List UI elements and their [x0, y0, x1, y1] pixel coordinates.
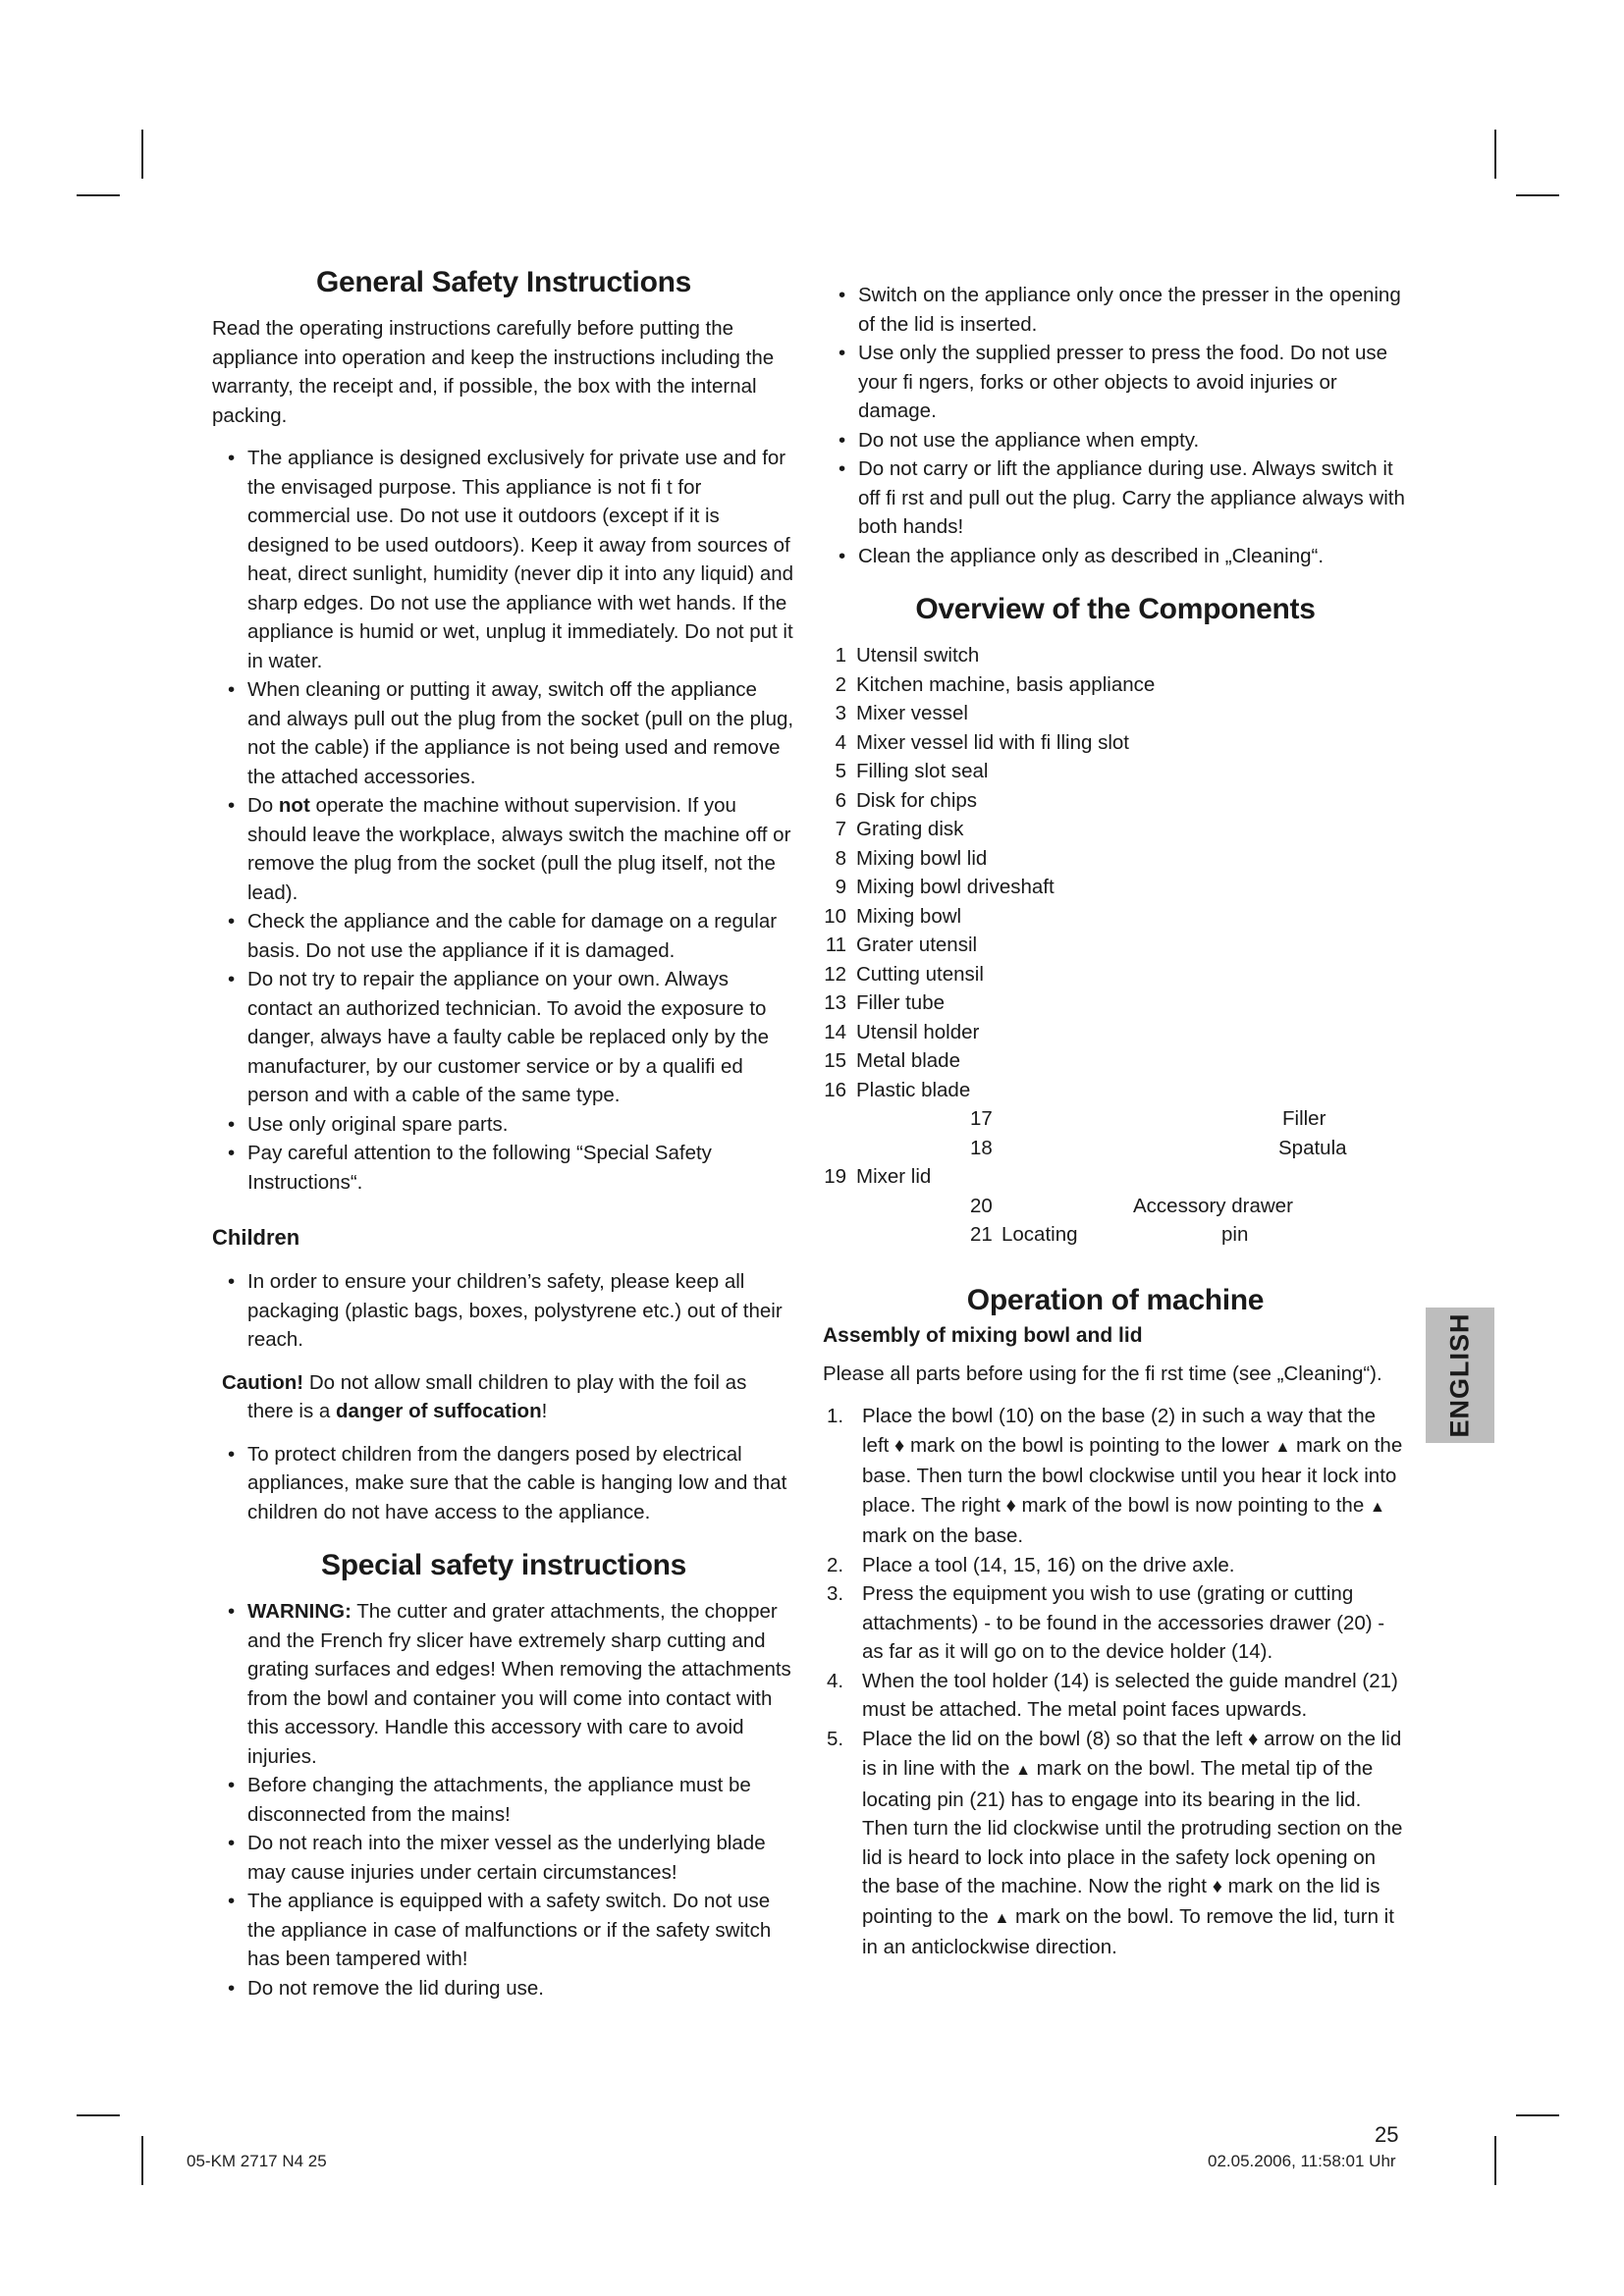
item-number: 19	[824, 1165, 846, 1188]
item-label: pin	[1221, 1223, 1249, 1246]
item-label: Mixing bowl lid	[856, 846, 988, 870]
list-item	[823, 988, 1408, 1018]
list-item: • Do not use the appliance when empty.	[823, 426, 1408, 455]
step-number: 4.	[827, 1669, 844, 1692]
footer-right: 02.05.2006, 11:58:01 Uhr	[1208, 2152, 1396, 2170]
step-text: mark on the base.	[862, 1524, 1024, 1547]
footer-left: 05-KM 2717 N4 25	[187, 2152, 327, 2170]
step-text: mark on the bowl is pointing to the lower	[904, 1433, 1275, 1457]
language-tab	[1426, 1308, 1494, 1443]
item-number: 2	[835, 672, 846, 696]
item-label: Grating disk	[856, 818, 964, 840]
list-item: • The appliance is equipped with a safety switch. Do not use the appliance in case of malfunctions or if the safety switch has been tampered with!	[212, 1887, 795, 1974]
list-item	[823, 844, 1408, 874]
item-number: 6	[835, 788, 846, 812]
item-number: 21	[970, 1223, 993, 1246]
list-item	[823, 1018, 1408, 1047]
operation-title: Operation of machine	[966, 1283, 1265, 1316]
list-item	[823, 786, 1408, 816]
list-item: • Do not reach into the mixer vessel as the underlying blade may cause injuries under certain circumstances!	[212, 1829, 795, 1887]
list-item	[823, 931, 1408, 960]
list-item: • To protect children from the dangers posed by electrical appliances, make sure that the cable is hanging low and that children do not have access to the appliance.	[212, 1440, 795, 1527]
list-item	[823, 641, 1408, 670]
item-number: 10	[824, 904, 846, 928]
triangle-icon: ▲	[1274, 1438, 1291, 1456]
step-item	[823, 1579, 1408, 1667]
item-number: 20	[970, 1194, 993, 1217]
caution-paragraph	[212, 1368, 795, 1426]
list-item: • Before changing the attachments, the appliance must be disconnected from the mains!	[212, 1771, 795, 1829]
triangle-icon: ▲	[1015, 1762, 1031, 1779]
step-text: Press the equipment you wish to use (grating or cutting attachments) - to be found in the accessories drawer (20) - as far as it will go on to the device holder (14).	[862, 1582, 1385, 1663]
item-label: Utensil switch	[856, 644, 980, 667]
item-label: Grater utensil	[856, 934, 978, 956]
page-number: 25	[1375, 2122, 1399, 2147]
step-text: When the tool holder (14) is selected the guide mandrel (21) must be attached. The metal point faces upwards.	[862, 1669, 1398, 1721]
item-label: Mixing bowl driveshaft	[856, 876, 1055, 898]
item-number: 3	[835, 702, 846, 724]
crop-mark	[1494, 2136, 1496, 2185]
step-text: mark on the bowl. To remove the lid, turn it in an anticlockwise direction.	[862, 1904, 1394, 1958]
list-item	[823, 699, 1408, 728]
list-item	[823, 1162, 1408, 1192]
list-item	[823, 1076, 1408, 1105]
list-item	[212, 1597, 795, 1771]
list-item	[823, 815, 1408, 844]
item-label: Utensil holder	[856, 1020, 980, 1043]
item-number: 9	[835, 876, 846, 898]
step-item	[823, 1725, 1408, 1962]
step-text: Place the lid on the bowl (8) so that the left	[862, 1727, 1249, 1750]
crop-mark	[77, 194, 120, 196]
intro-paragraph: Read the operating instructions carefully before putting the appliance into operation and keep the instructions including the warranty, the receipt and, if possible, the box with the internal packing.	[212, 317, 775, 427]
triangle-icon: ▲	[1369, 1498, 1385, 1516]
children-list-2	[212, 1440, 795, 1527]
children-heading: Children	[212, 1225, 300, 1250]
item-label: Filling slot seal	[856, 760, 989, 782]
item-label: Mixer lid	[856, 1165, 932, 1188]
list-item: • Do not carry or lift the appliance during use. Always switch it off fi rst and pull out the plug. Carry the appliance always with both hands!	[823, 454, 1408, 542]
list-item: • Do not remove the lid during use.	[212, 1974, 795, 2003]
item-number: 14	[824, 1020, 846, 1043]
warning-text: The cutter and grater attachments, the chopper and the French fry slicer have extremely sharp cutting and grating surfaces and edges! When removing the attachments from the bowl and container you will come into contact with this accessory. Handle this accessory with care to avoid injuries.	[247, 1600, 791, 1768]
list-item	[823, 1192, 1408, 1221]
step-item	[823, 1551, 1408, 1580]
general-safety-list	[212, 444, 795, 1197]
item-number: 17	[970, 1107, 993, 1130]
special-safety-list	[212, 1597, 795, 2002]
list-item	[823, 1104, 1408, 1134]
list-item	[823, 873, 1408, 902]
item-number: 5	[835, 760, 846, 782]
step-item	[823, 1402, 1408, 1551]
item-number: 12	[824, 962, 846, 986]
list-item: • In order to ensure your children’s safety, please keep all packaging (plastic bags, boxes, polystyrene etc.) out of their reach.	[212, 1267, 795, 1355]
triangle-icon: ▲	[994, 1909, 1010, 1927]
item-label: Mixer vessel	[856, 702, 968, 724]
item-label: Mixing bowl	[856, 904, 962, 928]
step-text: mark of the bowl is now pointing to the	[1015, 1493, 1370, 1517]
crop-mark	[1516, 194, 1559, 196]
item-text: operate the machine without supervision. If you should leave the workplace, always switch the machine off or remove the plug from the socket (pull the plug itself, not the lead).	[247, 794, 791, 904]
list-item: • Check the appliance and the cable for damage on a regular basis. Do not use the appliance if it is damaged.	[212, 907, 795, 965]
item-label: Disk for chips	[856, 788, 978, 812]
item-label: Mixer vessel lid with fi lling slot	[856, 730, 1129, 754]
step-number: 3.	[827, 1582, 844, 1605]
crop-mark	[141, 2136, 143, 2185]
list-item	[212, 791, 795, 907]
item-number: 16	[824, 1078, 846, 1101]
list-item	[823, 757, 1408, 786]
overview-title: Overview of the Components	[915, 593, 1316, 625]
language-tab-label: ENGLISH	[1444, 1312, 1475, 1438]
item-number: 7	[835, 818, 846, 840]
item-number: 18	[970, 1136, 993, 1159]
step-item	[823, 1667, 1408, 1725]
item-number: 11	[825, 934, 846, 956]
step-text: Place the bowl (10) on the base (2) in such a way that the left	[862, 1405, 1377, 1457]
list-item	[823, 1220, 1408, 1250]
components-list	[823, 641, 1408, 1250]
item-number: 4	[835, 730, 846, 754]
marker-icon: ♦	[1005, 1494, 1016, 1517]
list-item	[823, 1046, 1408, 1076]
marker-icon: ♦	[1248, 1728, 1259, 1750]
marker-icon: ♦	[1212, 1876, 1222, 1897]
item-number: 8	[835, 846, 846, 870]
list-item	[823, 960, 1408, 989]
list-item: • Do not try to repair the appliance on your own. Always contact an authorized technician. To avoid the exposure to danger, always have a faulty cable be replaced only by the manufacturer, by our customer service or by a qualifi ed person and with a cable of the same type.	[212, 965, 795, 1110]
step-number: 1.	[827, 1405, 844, 1427]
left-column	[212, 265, 795, 2002]
warning-label: WARNING:	[247, 1600, 352, 1623]
list-item: • When cleaning or putting it away, switch off the appliance and always pull out the plug from the socket (pull on the plug, not the cable) if the appliance is not being used and remove the attached accessories.	[212, 675, 795, 791]
step-number: 2.	[827, 1553, 844, 1576]
item-label: Spatula	[1278, 1136, 1347, 1159]
caution-text: Do not allow small children to play with the foil as there is a	[247, 1370, 747, 1422]
list-item: • Switch on the appliance only once the presser in the opening of the lid is inserted.	[823, 281, 1408, 339]
item-bold: not	[278, 794, 310, 817]
item-label: Filler	[1282, 1107, 1326, 1130]
list-item: • Pay careful attention to the following “Special Safety Instructions“.	[212, 1139, 795, 1197]
list-item	[823, 728, 1408, 758]
children-list	[212, 1267, 795, 1355]
item-label: Accessory drawer	[1133, 1194, 1293, 1217]
list-item	[823, 670, 1408, 700]
step-number: 5.	[827, 1727, 844, 1750]
crop-mark	[1516, 2114, 1559, 2116]
crop-mark	[141, 130, 143, 179]
item-number: 13	[824, 991, 846, 1014]
item-label: Locating	[1001, 1223, 1078, 1246]
item-label: Kitchen machine, basis appliance	[856, 672, 1156, 696]
list-item: • The appliance is designed exclusively for private use and for the envisaged purpose. This appliance is not fi t for commercial use. Do not use it outdoors (except if it is designed to be used outdoors). Keep it away from sources of heat, direct sunlight, humidity (never dip it into any liquid) and sharp edges. Do not use the appliance with wet hands. If the appliance is humid or wet, unplug it immediately. Do not put it in water.	[212, 444, 795, 675]
crop-mark	[1494, 130, 1496, 179]
item-label: Metal blade	[856, 1049, 960, 1072]
step-text: mark on the bowl. The metal tip of the locating pin (21) has to engage into its bearing in the lid. Then turn the lid clockwise until the protruding section on the lid is heard to lock into place in the safety lock opening on the base of the machine. Now the right	[862, 1757, 1403, 1897]
assembly-steps	[823, 1402, 1408, 1962]
crop-mark	[77, 2114, 120, 2116]
assembly-heading: Assembly of mixing bowl and lid	[823, 1323, 1143, 1347]
right-column	[823, 281, 1408, 1962]
marker-icon: ♦	[894, 1434, 905, 1457]
step-text: mark on the lid is pointing to the	[862, 1875, 1380, 1928]
step-text: arrow on the lid is in line with the	[862, 1727, 1402, 1780]
assembly-intro: Please all parts before using for the fi rst time (see „Cleaning“).	[823, 1362, 1382, 1385]
continued-safety-list	[823, 281, 1408, 570]
list-item: • Use only the supplied presser to press the food. Do not use your fi ngers, forks or other objects to avoid injuries or damage.	[823, 339, 1408, 426]
item-label: Filler tube	[856, 991, 946, 1014]
item-label: Cutting utensil	[856, 962, 984, 986]
caution-bold: danger of suffocation	[336, 1400, 542, 1422]
list-item	[823, 1134, 1408, 1163]
step-text: Place a tool (14, 15, 16) on the drive axle.	[862, 1553, 1235, 1576]
item-number: 1	[835, 644, 846, 667]
item-number: 15	[824, 1049, 846, 1072]
caution-label: Caution!	[222, 1370, 304, 1394]
special-safety-title: Special safety instructions	[320, 1549, 687, 1581]
list-item: • Use only original spare parts.	[212, 1110, 795, 1140]
step-text: mark on the base. Then turn the bowl clockwise until you hear it lock into place. The right	[862, 1433, 1403, 1517]
list-item	[823, 902, 1408, 932]
item-text: Do	[247, 794, 279, 817]
item-label: Plastic blade	[856, 1078, 971, 1101]
caution-end: !	[541, 1400, 548, 1422]
list-item: • Clean the appliance only as described in „Cleaning“.	[823, 542, 1408, 571]
general-safety-title: General Safety Instructions	[315, 266, 692, 298]
